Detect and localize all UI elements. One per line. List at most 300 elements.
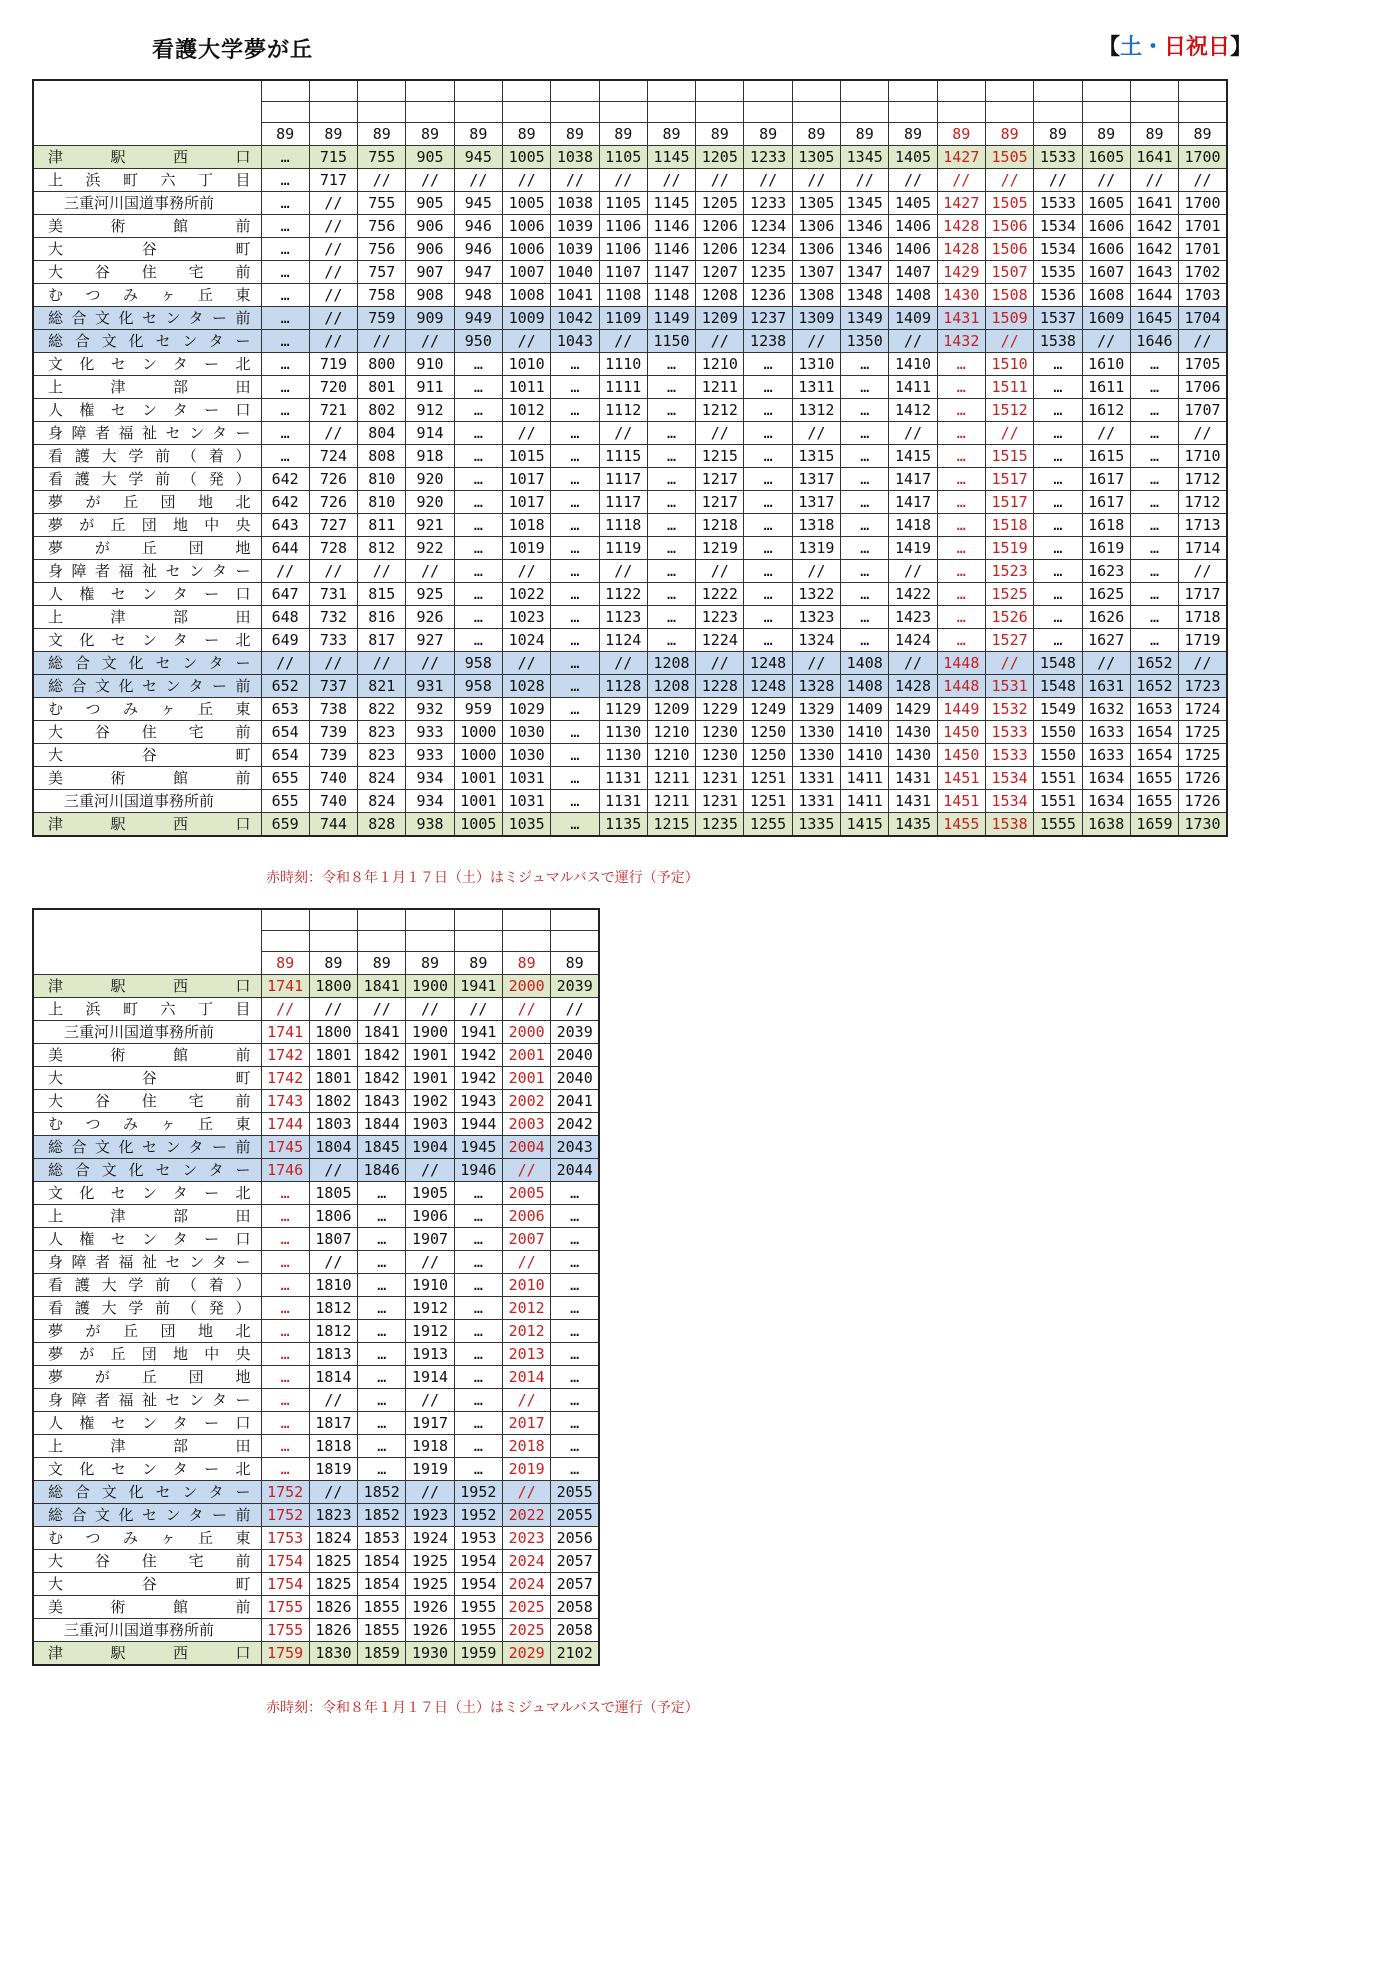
time-cell: 1723 (1179, 675, 1227, 698)
time-cell: 1506 (985, 215, 1033, 238)
time-cell: 1208 (647, 675, 695, 698)
time-cell: // (309, 422, 357, 445)
stop-name-cell: 三重河川国道事務所前 (33, 1021, 261, 1044)
time-cell: // (502, 1481, 550, 1504)
time-cell: 931 (406, 675, 454, 698)
stop-row (33, 1596, 599, 1619)
stop-name-cell: 文化センター北 (33, 1182, 261, 1205)
time-cell: 1409 (841, 698, 889, 721)
time-cell: 1844 (358, 1113, 406, 1136)
time-cell: 755 (358, 192, 406, 215)
time-cell: 1218 (696, 514, 744, 537)
time-cell: // (551, 169, 599, 192)
stop-row (33, 1182, 599, 1205)
time-cell: 1315 (792, 445, 840, 468)
time-cell: 1725 (1179, 744, 1227, 767)
time-cell: 1607 (1082, 261, 1130, 284)
time-cell: 1518 (985, 514, 1033, 537)
time-cell: // (406, 169, 454, 192)
timetable-1 (32, 79, 1228, 837)
header-blank-cell (792, 102, 840, 123)
time-cell: 1548 (1034, 675, 1082, 698)
time-cell: 1959 (454, 1642, 502, 1666)
time-cell: … (1034, 537, 1082, 560)
time-cell: 1428 (937, 238, 985, 261)
stop-row (33, 1527, 599, 1550)
time-cell: 1534 (985, 767, 1033, 790)
time-cell: 1307 (792, 261, 840, 284)
time-cell: … (454, 422, 502, 445)
time-cell: 1654 (1130, 744, 1178, 767)
time-cell: … (551, 1251, 599, 1274)
time-cell: 1945 (454, 1136, 502, 1159)
time-cell: … (261, 1412, 309, 1435)
time-cell: … (1130, 583, 1178, 606)
time-cell: 1205 (696, 192, 744, 215)
time-cell: 1130 (599, 721, 647, 744)
stop-name-cell: 上津部田 (33, 376, 261, 399)
time-cell: … (454, 1182, 502, 1205)
time-cell: 914 (406, 422, 454, 445)
time-cell: 1914 (406, 1366, 454, 1389)
time-cell: 822 (358, 698, 406, 721)
stop-row (33, 998, 599, 1021)
time-cell: // (406, 652, 454, 675)
time-cell: 2001 (502, 1044, 550, 1067)
time-cell: … (261, 169, 309, 192)
time-cell: // (1179, 560, 1227, 583)
time-cell: // (309, 307, 357, 330)
time-cell: 1550 (1034, 721, 1082, 744)
time-cell: 1743 (261, 1090, 309, 1113)
time-cell: … (744, 422, 792, 445)
time-cell: … (551, 353, 599, 376)
time-cell: 1206 (696, 238, 744, 261)
time-cell: 1903 (406, 1113, 454, 1136)
time-cell: … (551, 1458, 599, 1481)
time-cell: // (551, 998, 599, 1021)
time-cell: 1618 (1082, 514, 1130, 537)
time-cell: 1533 (985, 721, 1033, 744)
time-cell: 2017 (502, 1412, 550, 1435)
header-blank-cell (551, 80, 599, 102)
time-cell: // (406, 1481, 454, 1504)
time-cell: // (599, 169, 647, 192)
stop-row (33, 675, 1227, 698)
header-blank-cell (502, 931, 550, 952)
time-cell: … (647, 606, 695, 629)
time-cell: // (454, 998, 502, 1021)
route-number-cell: 89 (599, 123, 647, 146)
time-cell: // (309, 560, 357, 583)
time-cell: 938 (406, 813, 454, 837)
time-cell: // (309, 284, 357, 307)
stop-name-cell: 津駅西口 (33, 975, 261, 998)
holiday-label: 日祝日 (1164, 35, 1231, 60)
time-cell: 1432 (937, 330, 985, 353)
time-cell: 908 (406, 284, 454, 307)
time-cell: 1115 (599, 445, 647, 468)
time-cell: 926 (406, 606, 454, 629)
header-blank-cell (647, 102, 695, 123)
time-cell: 1611 (1082, 376, 1130, 399)
time-cell: 1000 (454, 721, 502, 744)
time-cell: 1823 (309, 1504, 357, 1527)
time-cell: 1609 (1082, 307, 1130, 330)
time-cell: … (744, 468, 792, 491)
time-cell: 1029 (502, 698, 550, 721)
time-cell: 1130 (599, 744, 647, 767)
time-cell: 1331 (792, 790, 840, 813)
header-blank-cell (261, 102, 309, 123)
time-cell: 1551 (1034, 767, 1082, 790)
time-cell: … (744, 606, 792, 629)
route-number-cell: 89 (985, 123, 1033, 146)
stop-row (33, 399, 1227, 422)
time-cell: // (841, 169, 889, 192)
timetable-1-note: 赤時刻：令和８年１月１７日（土）はミジュマルバスで運行（予定） (266, 870, 699, 886)
time-cell: 925 (406, 583, 454, 606)
time-cell: 1918 (406, 1435, 454, 1458)
time-cell: 1305 (792, 192, 840, 215)
time-cell: 1701 (1179, 215, 1227, 238)
time-cell: 927 (406, 629, 454, 652)
time-cell: 1919 (406, 1458, 454, 1481)
time-cell: 1408 (841, 652, 889, 675)
time-cell: 1634 (1082, 790, 1130, 813)
time-cell: // (309, 652, 357, 675)
time-cell: 1449 (937, 698, 985, 721)
time-cell: 821 (358, 675, 406, 698)
time-cell: 1448 (937, 675, 985, 698)
time-cell: 812 (358, 537, 406, 560)
stop-row (33, 330, 1227, 353)
time-cell: … (744, 537, 792, 560)
header-blank-cell (985, 102, 1033, 123)
route-number-cell: 89 (261, 123, 309, 146)
time-cell: … (261, 146, 309, 169)
time-cell: 1348 (841, 284, 889, 307)
time-cell: 738 (309, 698, 357, 721)
time-cell: … (261, 1205, 309, 1228)
stop-row (33, 238, 1227, 261)
time-cell: 1608 (1082, 284, 1130, 307)
stop-row (33, 1458, 599, 1481)
time-cell: … (1034, 353, 1082, 376)
time-cell: 1724 (1179, 698, 1227, 721)
time-cell: 1925 (406, 1550, 454, 1573)
time-cell: 1451 (937, 790, 985, 813)
page-title: 看護大学夢が丘 (152, 38, 314, 63)
header-blank-cell (744, 102, 792, 123)
time-cell: 1910 (406, 1274, 454, 1297)
saturday-label: 土 (1120, 35, 1143, 60)
time-cell: 1024 (502, 629, 550, 652)
route-number-cell: 89 (937, 123, 985, 146)
header-blank-cell (696, 80, 744, 102)
time-cell: … (1130, 399, 1178, 422)
time-cell: 1730 (1179, 813, 1227, 837)
time-cell: 737 (309, 675, 357, 698)
time-cell: … (841, 422, 889, 445)
time-cell: … (551, 583, 599, 606)
time-cell: // (309, 192, 357, 215)
stop-name-cell: 三重河川国道事務所前 (33, 1619, 261, 1642)
time-cell: 808 (358, 445, 406, 468)
time-cell: 647 (261, 583, 309, 606)
time-cell: // (1082, 652, 1130, 675)
time-cell: … (358, 1205, 406, 1228)
time-cell: … (551, 445, 599, 468)
stop-row (33, 1343, 599, 1366)
time-cell: 1319 (792, 537, 840, 560)
time-cell: 1038 (551, 192, 599, 215)
time-cell: 1942 (454, 1044, 502, 1067)
time-cell: // (792, 422, 840, 445)
header-blank-cell (309, 909, 357, 931)
time-cell: … (261, 1251, 309, 1274)
time-cell: 1119 (599, 537, 647, 560)
time-cell: 1408 (889, 284, 937, 307)
time-cell: 1000 (454, 744, 502, 767)
time-cell: … (261, 1297, 309, 1320)
time-cell: 1818 (309, 1435, 357, 1458)
time-cell: … (551, 813, 599, 837)
time-cell: 1901 (406, 1067, 454, 1090)
time-cell: … (1034, 514, 1082, 537)
time-cell: 1429 (937, 261, 985, 284)
time-cell: 1508 (985, 284, 1033, 307)
time-cell: 1409 (889, 307, 937, 330)
time-cell: 1039 (551, 215, 599, 238)
time-cell: 1005 (502, 192, 550, 215)
time-cell: 1123 (599, 606, 647, 629)
route-number-cell: 89 (358, 123, 406, 146)
stop-row (33, 1297, 599, 1320)
stop-row (33, 1044, 599, 1067)
time-cell: 642 (261, 491, 309, 514)
time-cell: 1605 (1082, 192, 1130, 215)
time-cell: // (1179, 169, 1227, 192)
time-cell: 1215 (696, 445, 744, 468)
stop-row (33, 1228, 599, 1251)
time-cell: 946 (454, 215, 502, 238)
header-blank-cell (1130, 102, 1178, 123)
stop-name-cell: 美術館前 (33, 767, 261, 790)
time-cell: … (841, 468, 889, 491)
time-cell: 726 (309, 491, 357, 514)
time-cell: 1406 (889, 215, 937, 238)
time-cell: // (406, 1389, 454, 1412)
stop-name-cell: 総合文化センター前 (33, 1136, 261, 1159)
time-cell: 1810 (309, 1274, 357, 1297)
time-cell: 1411 (841, 767, 889, 790)
time-cell: … (261, 1274, 309, 1297)
time-cell: 1854 (358, 1573, 406, 1596)
time-cell: 1411 (889, 376, 937, 399)
time-cell: 1230 (696, 744, 744, 767)
time-cell: 934 (406, 767, 454, 790)
route-number-cell: 89 (309, 952, 357, 975)
time-cell: 1209 (696, 307, 744, 330)
time-cell: 1234 (744, 215, 792, 238)
time-cell: 1506 (985, 238, 1033, 261)
time-cell: … (454, 606, 502, 629)
time-cell: … (454, 1343, 502, 1366)
time-cell: 1210 (647, 721, 695, 744)
time-cell: 1428 (937, 215, 985, 238)
stop-row (33, 1021, 599, 1044)
time-cell: // (1082, 422, 1130, 445)
time-cell: 1018 (502, 514, 550, 537)
time-cell: 1350 (841, 330, 889, 353)
time-cell: 1646 (1130, 330, 1178, 353)
time-cell: … (261, 1435, 309, 1458)
route-number-cell: 89 (647, 123, 695, 146)
stop-row (33, 1159, 599, 1182)
time-cell: 920 (406, 468, 454, 491)
stop-name-cell: 看護大学前（発） (33, 468, 261, 491)
time-cell: 2012 (502, 1297, 550, 1320)
time-cell: 733 (309, 629, 357, 652)
time-cell: 1435 (889, 813, 937, 837)
time-cell: 1427 (937, 146, 985, 169)
time-cell: 1042 (551, 307, 599, 330)
time-cell: 1418 (889, 514, 937, 537)
time-cell: 1746 (261, 1159, 309, 1182)
route-number-cell: 89 (792, 123, 840, 146)
time-cell: … (1130, 353, 1178, 376)
time-cell: 1538 (1034, 330, 1082, 353)
time-cell: 1812 (309, 1320, 357, 1343)
time-cell: 1845 (358, 1136, 406, 1159)
route-number-cell: 89 (358, 952, 406, 975)
time-cell: … (551, 491, 599, 514)
time-cell: 1943 (454, 1090, 502, 1113)
time-cell: 1031 (502, 790, 550, 813)
time-cell: 1855 (358, 1596, 406, 1619)
time-cell: 1912 (406, 1297, 454, 1320)
time-cell: 1107 (599, 261, 647, 284)
time-cell: … (647, 629, 695, 652)
time-cell: 1233 (744, 192, 792, 215)
time-cell: 1347 (841, 261, 889, 284)
time-cell: 1211 (647, 767, 695, 790)
time-cell: … (551, 1205, 599, 1228)
time-cell: 1346 (841, 238, 889, 261)
time-cell: 945 (454, 146, 502, 169)
time-cell: … (261, 215, 309, 238)
stop-row (33, 1550, 599, 1573)
time-cell: // (454, 169, 502, 192)
time-cell: 1231 (696, 790, 744, 813)
time-cell: 1643 (1130, 261, 1178, 284)
time-cell: 823 (358, 744, 406, 767)
time-cell: 2043 (551, 1136, 599, 1159)
time-cell: 1700 (1179, 146, 1227, 169)
time-cell: 810 (358, 491, 406, 514)
time-cell: 1642 (1130, 215, 1178, 238)
time-cell: 1150 (647, 330, 695, 353)
time-cell: 1429 (889, 698, 937, 721)
time-cell: 1147 (647, 261, 695, 284)
stop-row (33, 1366, 599, 1389)
time-cell: 1752 (261, 1504, 309, 1527)
day-type-label (1098, 30, 1252, 61)
header-blank-cell (696, 102, 744, 123)
time-cell: 1633 (1082, 744, 1130, 767)
time-cell: // (309, 238, 357, 261)
time-cell: … (1034, 422, 1082, 445)
time-cell: // (985, 652, 1033, 675)
time-cell: 1712 (1179, 468, 1227, 491)
time-cell: 1912 (406, 1320, 454, 1343)
time-cell: 1754 (261, 1550, 309, 1573)
header-blank-cell (358, 80, 406, 102)
time-cell: 1312 (792, 399, 840, 422)
time-cell: 1222 (696, 583, 744, 606)
header-blank-cell (1179, 102, 1227, 123)
time-cell: 1742 (261, 1044, 309, 1067)
stop-row (33, 1435, 599, 1458)
time-cell: 1812 (309, 1297, 357, 1320)
time-cell: 726 (309, 468, 357, 491)
time-cell: // (889, 169, 937, 192)
time-cell: 921 (406, 514, 454, 537)
time-cell: // (792, 560, 840, 583)
time-cell: 717 (309, 169, 357, 192)
time-cell: 1610 (1082, 353, 1130, 376)
time-cell: 731 (309, 583, 357, 606)
time-cell: … (261, 238, 309, 261)
header-blank-cell (1034, 102, 1082, 123)
time-cell: 1145 (647, 192, 695, 215)
time-cell: 1803 (309, 1113, 357, 1136)
time-cell: 1207 (696, 261, 744, 284)
time-cell: 1331 (792, 767, 840, 790)
stop-name-cell: 美術館前 (33, 215, 261, 238)
time-cell: 1955 (454, 1596, 502, 1619)
route-number-cell: 89 (406, 952, 454, 975)
time-cell: 1129 (599, 698, 647, 721)
time-cell: 1846 (358, 1159, 406, 1182)
time-cell: 1952 (454, 1481, 502, 1504)
time-cell: 824 (358, 790, 406, 813)
time-cell: 1238 (744, 330, 792, 353)
time-cell: 1930 (406, 1642, 454, 1666)
time-cell: … (551, 376, 599, 399)
time-cell: 1802 (309, 1090, 357, 1113)
time-cell: 1525 (985, 583, 1033, 606)
time-cell: … (841, 491, 889, 514)
time-cell: … (551, 468, 599, 491)
time-cell: 1323 (792, 606, 840, 629)
time-cell: 1424 (889, 629, 937, 652)
header-blank-cell (1082, 102, 1130, 123)
time-cell: … (841, 514, 889, 537)
time-cell: 933 (406, 721, 454, 744)
time-cell: 1926 (406, 1596, 454, 1619)
time-cell: // (309, 1389, 357, 1412)
time-cell: … (261, 330, 309, 353)
header-blank-cell (358, 931, 406, 952)
time-cell: // (502, 998, 550, 1021)
time-cell: 1410 (889, 353, 937, 376)
time-cell: 2023 (502, 1527, 550, 1550)
time-cell: 1345 (841, 146, 889, 169)
header-blank-cell (841, 80, 889, 102)
stop-row (33, 1090, 599, 1113)
